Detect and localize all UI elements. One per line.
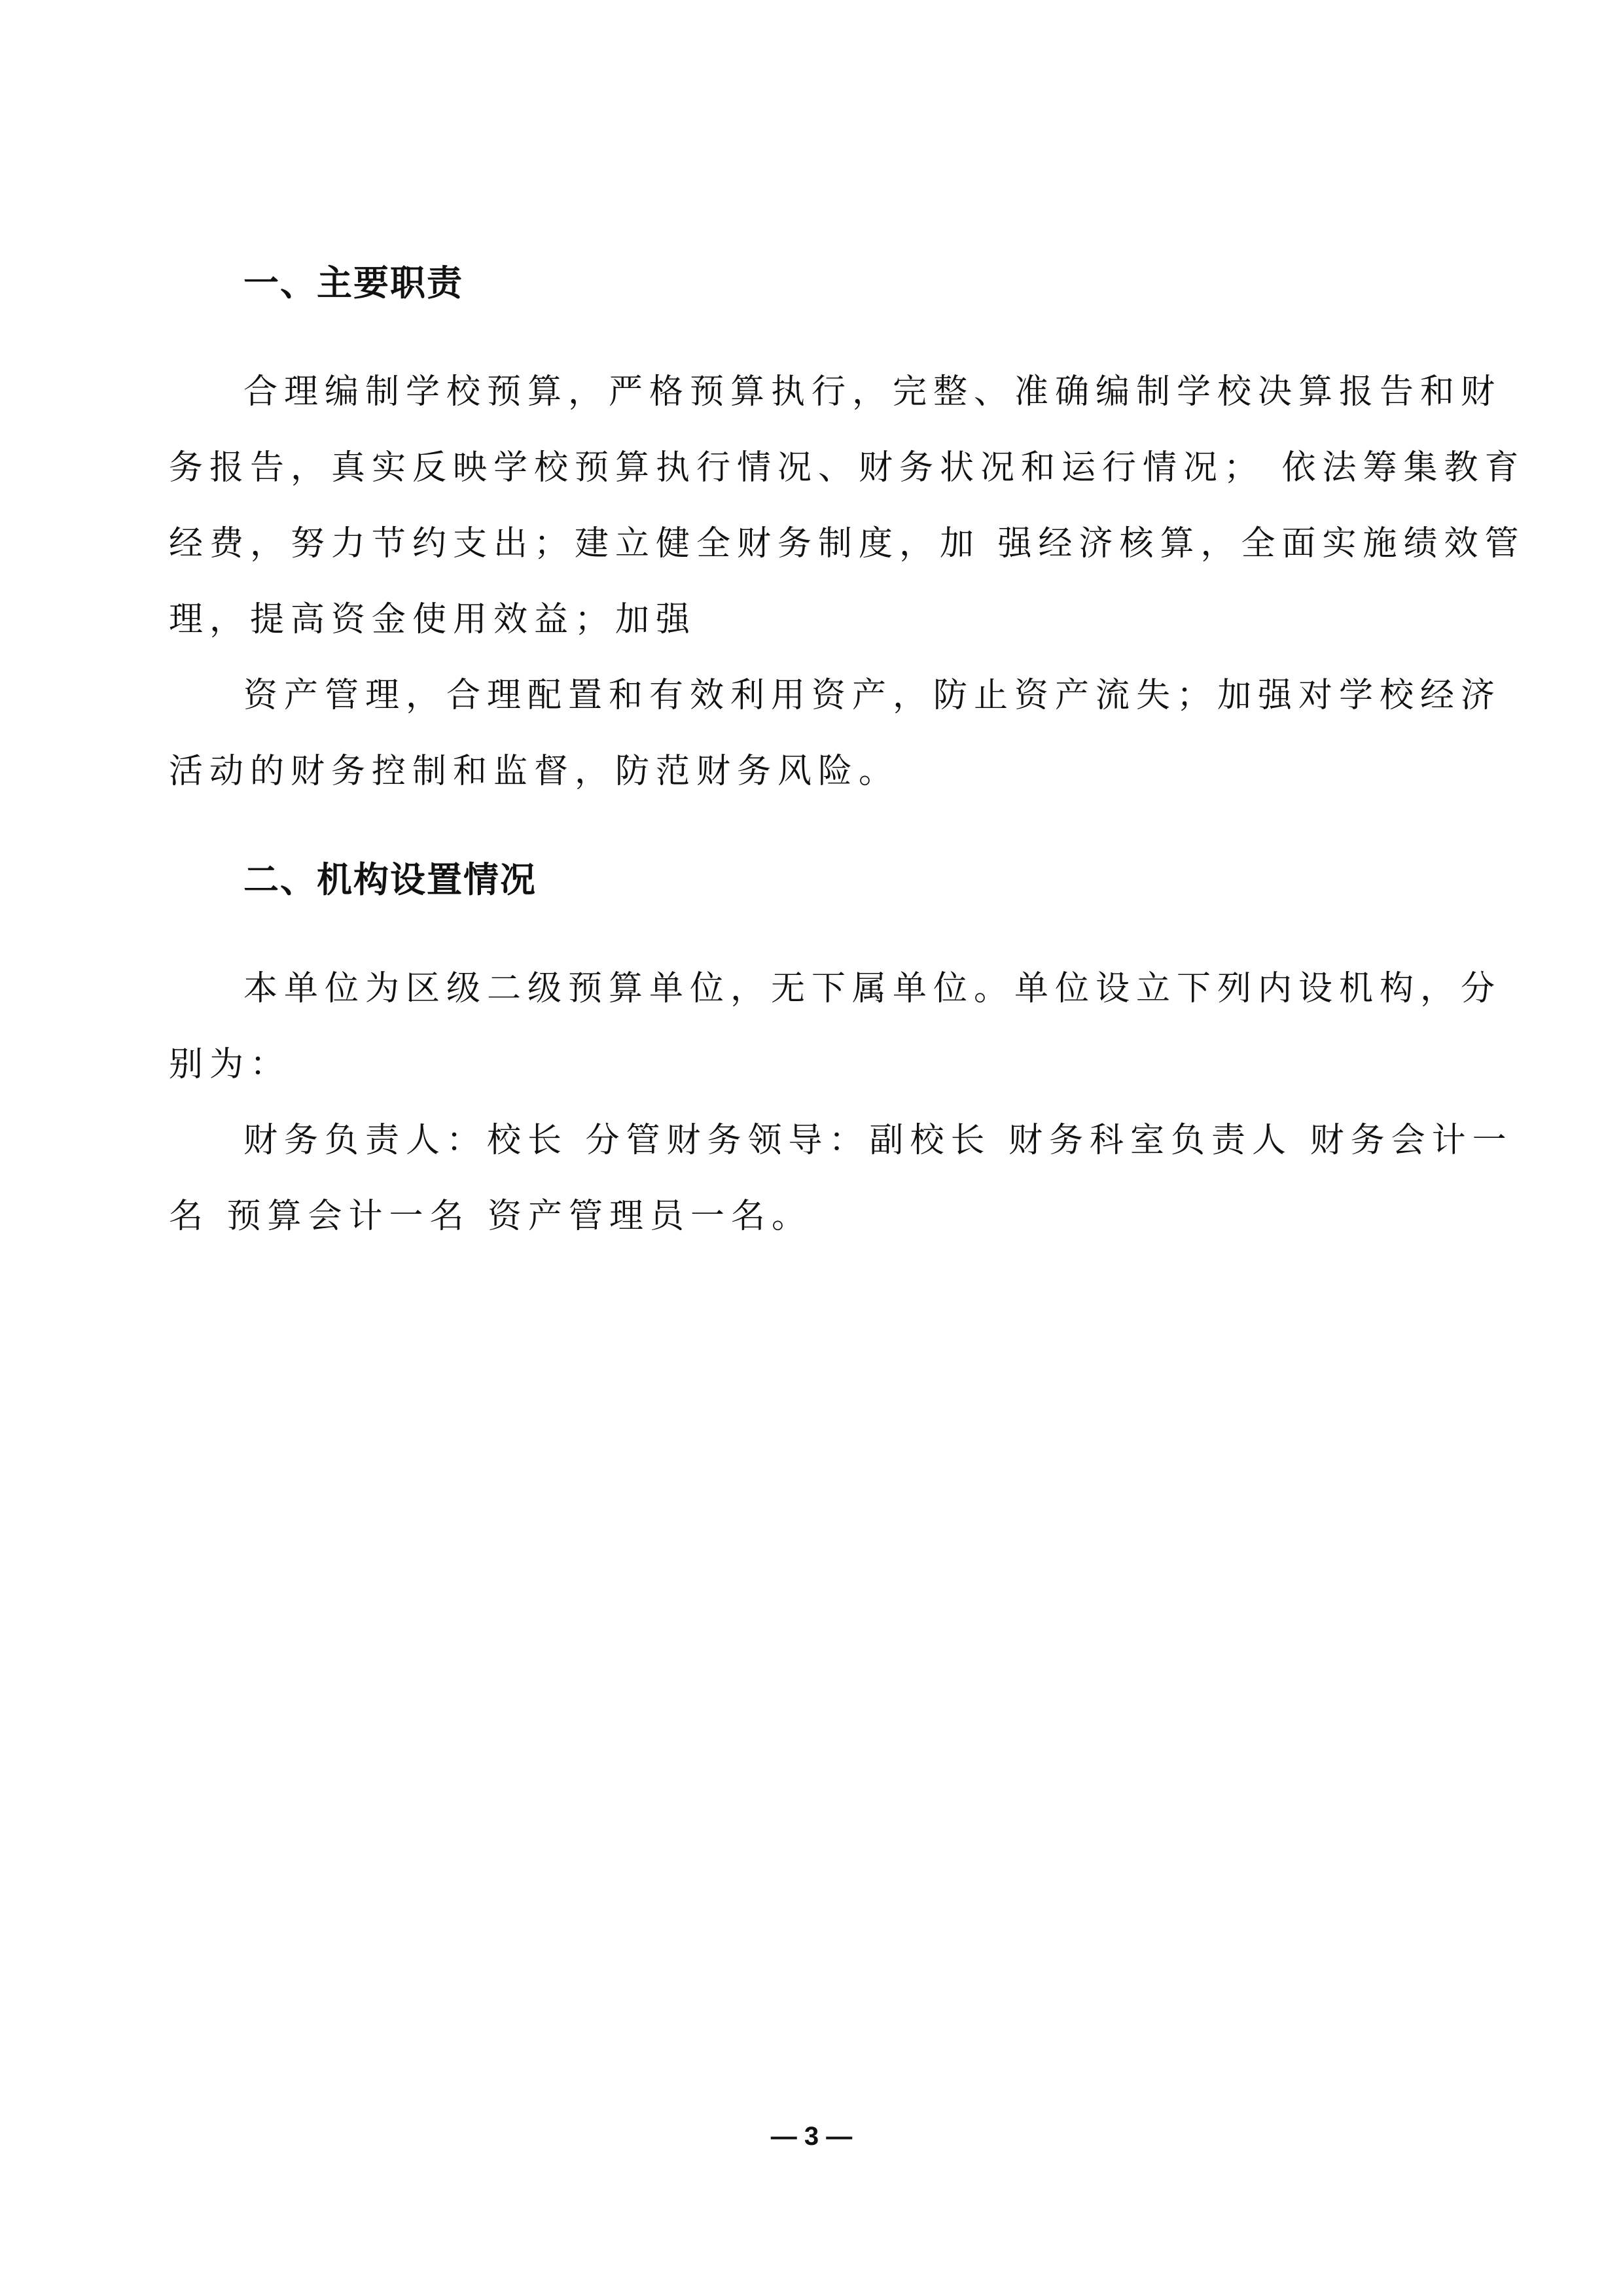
paragraph-line: 经费，努力节约支出；建立健全财务制度，加 强经济核算，全面实施绩效管 (169, 524, 1525, 563)
page-number: — 3 — (770, 2122, 853, 2151)
paragraph-line: 本单位为区级二级预算单位，无下属单位。单位设立下列内设机构，分 (243, 969, 1502, 1008)
paragraph-line: 资产管理，合理配置和有效利用资产，防止资产流失；加强对学校经济 (243, 676, 1502, 715)
paragraph-line: 理，提高资金使用效益；加强 (169, 600, 697, 639)
paragraph-line: 务报告，真实反映学校预算执行情况、财务状况和运行情况； 依法筹集教育 (169, 448, 1525, 487)
paragraph-line: 财务负责人：校长 分管财务领导：副校长 财务科室负责人 财务会计一 (243, 1121, 1513, 1160)
section-heading-main-duties: 一、主要职责 (243, 262, 463, 304)
paragraph-line: 名 预算会计一名 资产管理员一名。 (169, 1197, 813, 1236)
paragraph-line: 活动的财务控制和监督，防范财务风险。 (169, 752, 900, 791)
section-heading-org-structure: 二、机构设置情况 (243, 859, 537, 900)
paragraph-line: 合理编制学校预算，严格预算执行，完整、准确编制学校决算报告和财 (243, 372, 1502, 412)
paragraph-line: 别为： (169, 1045, 291, 1084)
